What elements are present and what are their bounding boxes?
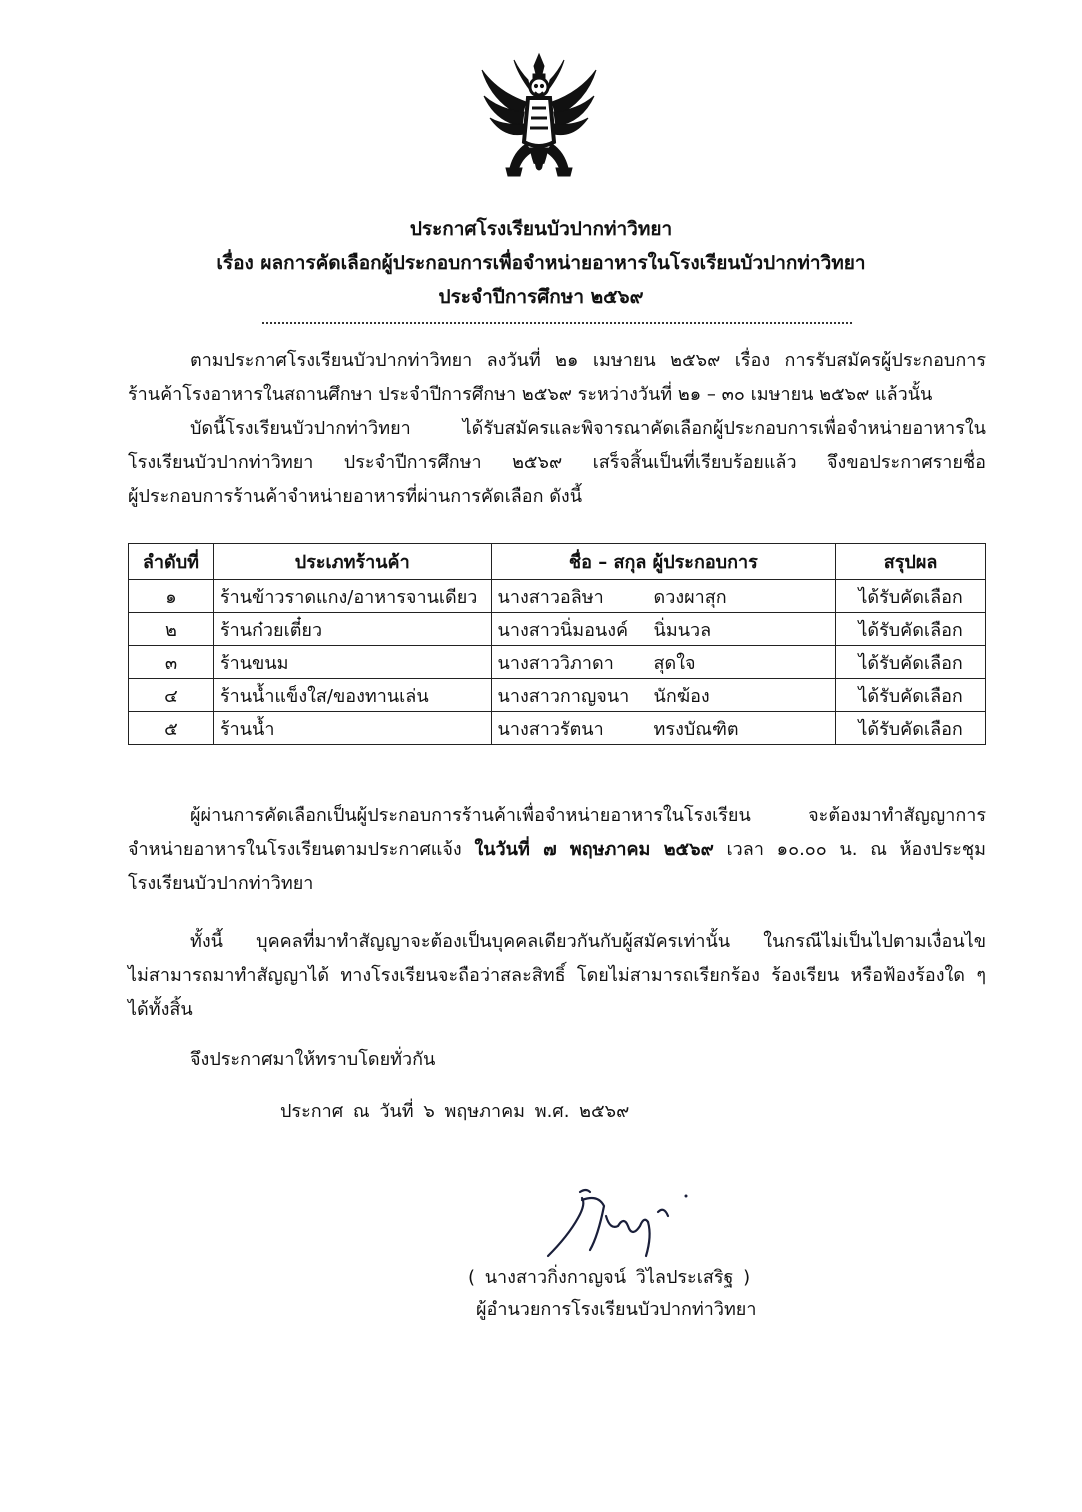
row-number: ๕: [129, 712, 214, 745]
signature: [540, 1186, 690, 1266]
first-name: นางสาวรัตนา: [497, 718, 604, 740]
signatory-position: ผู้อำนวยการโรงเรียนบัวปากท่าวิทยา: [476, 1299, 757, 1320]
operator-name: [491, 712, 836, 745]
announcement-subject: เรื่อง ผลการคัดเลือกผู้ประกอบการเพื่อจำหน่ายอาหารในโรงเรียนบัวปากท่าวิทยา: [216, 252, 866, 274]
academic-year: ประจำปีการศึกษา ๒๕๖๙: [438, 286, 644, 308]
condition-paragraph: [128, 925, 986, 1027]
last-name: นักฆ้อง: [653, 685, 710, 707]
shop-type: ร้านขนม: [213, 646, 491, 679]
last-name: นิ่มนวล: [653, 619, 712, 641]
intro-line: โรงเรียนบัวปากท่าวิทยา ประจำปีการศึกษา ๒๕๖๙ เสร็จสิ้นเป็นที่เรียบร้อยแล้ว จึงขอประกาศรายชื่อ: [128, 452, 986, 473]
table-row: [129, 613, 986, 646]
shop-type: ร้านก๋วยเตี๋ยว: [213, 613, 491, 646]
header-operator-name: ชื่อ – สกุล ผู้ประกอบการ: [491, 544, 836, 580]
announcement-title: ประกาศโรงเรียนบัวปากท่าวิทยา: [409, 218, 673, 240]
last-name: ดวงผาสุก: [653, 586, 727, 608]
row-number: ๑: [129, 580, 214, 613]
result: ได้รับคัดเลือก: [836, 679, 986, 712]
garuda-emblem: [478, 52, 600, 194]
intro-line: ผู้ประกอบการร้านค้าจำหน่ายอาหารที่ผ่านการคัดเลือก ดังนี้: [128, 486, 583, 507]
operator-name: [491, 613, 836, 646]
intro-line: ตามประกาศโรงเรียนบัวปากท่าวิทยา ลงวันที่ ๒๑ เมษายน ๒๕๖๙ เรื่อง การรับสมัครผู้ประกอบการ: [190, 350, 986, 371]
last-name: สุดใจ: [653, 652, 696, 674]
contract-line: เวลา ๑๐.๐๐ น. ณ ห้องประชุม: [713, 839, 986, 860]
table-row: [129, 580, 986, 613]
result: ได้รับคัดเลือก: [836, 646, 986, 679]
condition-line: ได้ทั้งสิ้น: [128, 999, 193, 1020]
table-row: [129, 712, 986, 745]
contract-line: จำหน่ายอาหารในโรงเรียนตามประกาศแจ้ง: [128, 839, 475, 860]
intro-paragraph: [128, 344, 986, 514]
result: ได้รับคัดเลือก: [836, 613, 986, 646]
closing-statement: จึงประกาศมาให้ทราบโดยทั่วกัน: [190, 1049, 436, 1070]
condition-line: ทั้งนี้ บุคคลที่มาทำสัญญาจะต้องเป็นบุคคลเดียวกันกับผู้สมัครเท่านั้น ในกรณีไม่เป็นไปตามเงื่อนไข: [190, 931, 986, 952]
header-result: สรุปผล: [836, 544, 986, 580]
table-header-row: [129, 544, 986, 580]
shop-type: ร้านน้ำแข็งใส/ของทานเล่น: [213, 679, 491, 712]
result: ได้รับคัดเลือก: [836, 580, 986, 613]
signatory-name: ( นางสาวกิ่งกาญจน์ วิไลประเสริฐ ): [468, 1267, 751, 1288]
contract-line: ผู้ผ่านการคัดเลือกเป็นผู้ประกอบการร้านค้าเพื่อจำหน่ายอาหารในโรงเรียน จะต้องมาทำสัญญาการ: [190, 805, 986, 826]
row-number: ๓: [129, 646, 214, 679]
last-name: ทรงบัณฑิต: [653, 718, 739, 740]
row-number: ๔: [129, 679, 214, 712]
shop-type: ร้านน้ำ: [213, 712, 491, 745]
first-name: นางสาววิภาดา: [497, 652, 614, 674]
announcement-date: ประกาศ ณ วันที่ ๖ พฤษภาคม พ.ศ. ๒๕๖๙: [280, 1101, 630, 1122]
first-name: นางสาวกาญจนา: [497, 685, 630, 707]
first-name: นางสาวอลิษา: [497, 586, 604, 608]
operator-name: [491, 646, 836, 679]
condition-line: ไม่สามารถมาทำสัญญาได้ ทางโรงเรียนจะถือว่าสละสิทธิ์ โดยไม่สามารถเรียกร้อง ร้องเรียน หรือฟ้องร้องใด ๆ: [128, 965, 986, 986]
dotted-divider: [262, 322, 852, 324]
shop-type: ร้านข้าวราดแกง/อาหารจานเดียว: [213, 580, 491, 613]
row-number: ๒: [129, 613, 214, 646]
intro-line: ร้านค้าโรงอาหารในสถานศึกษา ประจำปีการศึกษา ๒๕๖๙ ระหว่างวันที่ ๒๑ – ๓๐ เมษายน ๒๕๖๙ แล้วนั้น: [128, 384, 933, 405]
contract-line: โรงเรียนบัวปากท่าวิทยา: [128, 873, 314, 894]
header-order: ลำดับที่: [129, 544, 214, 580]
first-name: นางสาวนิ่มอนงค์: [497, 619, 629, 641]
header-shop-type: ประเภทร้านค้า: [213, 544, 491, 580]
operator-name: [491, 679, 836, 712]
table-row: [129, 646, 986, 679]
result: ได้รับคัดเลือก: [836, 712, 986, 745]
contract-paragraph: [128, 799, 986, 901]
results-table: [128, 543, 986, 745]
contract-date: ในวันที่ ๗ พฤษภาคม ๒๕๖๙: [474, 839, 714, 860]
operator-name: [491, 580, 836, 613]
table-row: [129, 679, 986, 712]
intro-line: บัดนี้โรงเรียนบัวปากท่าวิทยา ได้รับสมัครและพิจารณาคัดเลือกผู้ประกอบการเพื่อจำหน่ายอาหารใน: [190, 418, 986, 439]
